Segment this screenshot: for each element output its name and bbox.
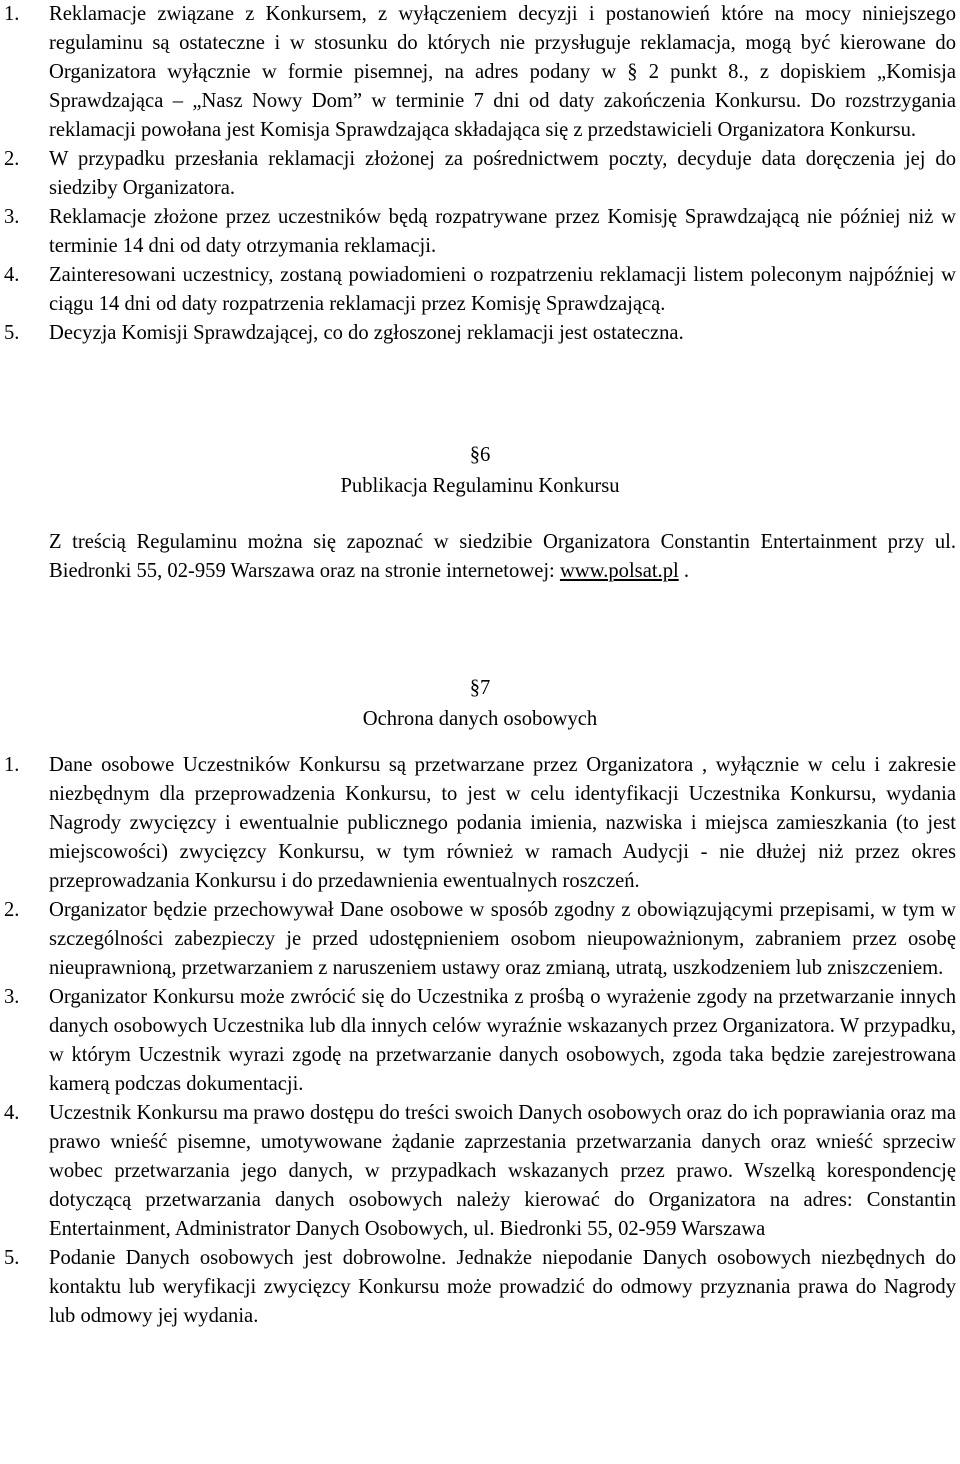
item-number: 1. xyxy=(4,3,20,25)
website-link[interactable]: www.polsat.pl xyxy=(559,560,679,582)
item-text: Podanie Danych osobowych jest dobrowolne. Jednakże niepodanie Danych osobowych niezbędnych do kontaktu lub weryfikacji zwycięzcy Konkursu może prowadzić do odmowy przyznania prawa do Nagrody lub odmowy jej wydania. xyxy=(49,1247,956,1327)
item-text: W przypadku przesłania reklamacji złożonej za pośrednictwem poczty, decyduje data doręczenia jej do siedziby Organizatora. xyxy=(49,148,956,199)
list-item xyxy=(0,751,956,896)
data-protection-list xyxy=(0,751,956,1331)
item-number: 4. xyxy=(4,1102,20,1124)
item-number: 5. xyxy=(4,322,20,344)
item-number: 5. xyxy=(4,1247,20,1269)
item-text: Organizator Konkursu może zwrócić się do Uczestnika z prośbą o wyrażenie zgody na przetwarzanie innych danych osobowych Uczestnika lub dla innych celów wyraźnie wskazanych przez Organizatora. W przypadku, w którym Uczestnik wyrazi zgodę na przetwarzanie danych osobowych, zgoda taka będzie zarejestrowana kamerą podczas dokumentacji. xyxy=(49,986,956,1095)
item-text: Dane osobowe Uczestników Konkursu są przetwarzane przez Organizatora , wyłącznie w celu i zakresie niezbędnym dla przeprowadzenia Konkursu, to jest w celu identyfikacji Uczestnika Konkursu, wydania Nagrody zwycięzcy i ewentualnie publicznego podania imienia, nazwiska i miejsca zamieszkania (to jest miejscowości) zwycięzcy Konkursu, w tym również w ramach Audycji - nie dłużej niż przez okres przeprowadzania Konkursu i do przedawnienia ewentualnych roszczeń. xyxy=(49,754,956,892)
list-item xyxy=(0,203,956,261)
section-title: Publikacja Regulaminu Konkursu xyxy=(340,475,620,497)
item-number: 2. xyxy=(4,899,20,921)
list-item xyxy=(0,0,956,145)
list-item xyxy=(0,261,956,319)
section-7-heading xyxy=(0,673,960,735)
section-6-heading xyxy=(0,440,960,502)
list-item xyxy=(0,896,956,983)
item-number: 3. xyxy=(4,206,20,228)
item-number: 1. xyxy=(4,754,20,776)
complaints-list xyxy=(0,0,956,348)
list-item xyxy=(0,145,956,203)
list-item xyxy=(0,1244,956,1331)
item-text: Decyzja Komisji Sprawdzającej, co do zgłoszonej reklamacji jest ostateczna. xyxy=(49,322,684,344)
item-number: 2. xyxy=(4,148,20,170)
paragraph-text: Z treścią Regulaminu można się zapoznać w siedzibie Organizatora Constantin Entertainment przy ul. Biedronki 55, 02-959 Warszawa oraz na stronie internetowej: xyxy=(49,531,956,582)
list-item xyxy=(0,1099,956,1244)
item-text: Uczestnik Konkursu ma prawo dostępu do treści swoich Danych osobowych oraz do ich poprawiania oraz ma prawo wnieść pisemne, umotywowane żądanie zaprzestania przetwarzania danych oraz wnieść sprzeciw wobec przetwarzania jego danych, w przypadkach wskazanych przez prawo. Wszelką korespondencję dotyczącą przetwarzania danych osobowych należy kierować do Organizatora na adres: Constantin Entertainment, Administrator Danych Osobowych, ul. Biedronki 55, 02-959 Warszawa xyxy=(49,1102,956,1240)
item-number: 3. xyxy=(4,986,20,1008)
item-text: Reklamacje związane z Konkursem, z wyłączeniem decyzji i postanowień które na mocy niniejszego regulaminu są ostateczne i w stosunku do których nie przysługuje reklamacja, mogą być kierowane do Organizatora wyłącznie w formie pisemnej, na adres podany w § 2 punkt 8., z dopiskiem „Komisja Sprawdzająca – „Nasz Nowy Dom” w terminie 7 dni od daty zakończenia Konkursu. Do rozstrzygania reklamacji powołana jest Komisja Sprawdzająca składająca się z przedstawicieli Organizatora Konkursu. xyxy=(49,3,956,141)
publication-paragraph xyxy=(49,528,956,586)
list-item xyxy=(0,319,956,348)
section-symbol: §6 xyxy=(469,444,491,466)
section-title: Ochrona danych osobowych xyxy=(362,708,598,730)
item-text: Reklamacje złożone przez uczestników będą rozpatrywane przez Komisję Sprawdzającą nie później niż w terminie 14 dni od daty otrzymania reklamacji. xyxy=(49,206,956,257)
item-number: 4. xyxy=(4,264,20,286)
item-text: Organizator będzie przechowywał Dane osobowe w sposób zgodny z obowiązującymi przepisami, w tym w szczególności zabezpieczy je przed udostępnieniem osobom nieupoważnionym, zabraniem przez osobę nieuprawnioną, przetwarzaniem z naruszeniem ustawy oraz zmianą, utratą, uszkodzeniem lub zniszczeniem. xyxy=(49,899,956,979)
list-item xyxy=(0,983,956,1099)
item-text: Zainteresowani uczestnicy, zostaną powiadomieni o rozpatrzeniu reklamacji listem poleconym najpóźniej w ciągu 14 dni od daty rozpatrzenia reklamacji przez Komisję Sprawdzającą. xyxy=(49,264,956,315)
section-symbol: §7 xyxy=(469,677,491,699)
paragraph-end: . xyxy=(678,560,690,582)
